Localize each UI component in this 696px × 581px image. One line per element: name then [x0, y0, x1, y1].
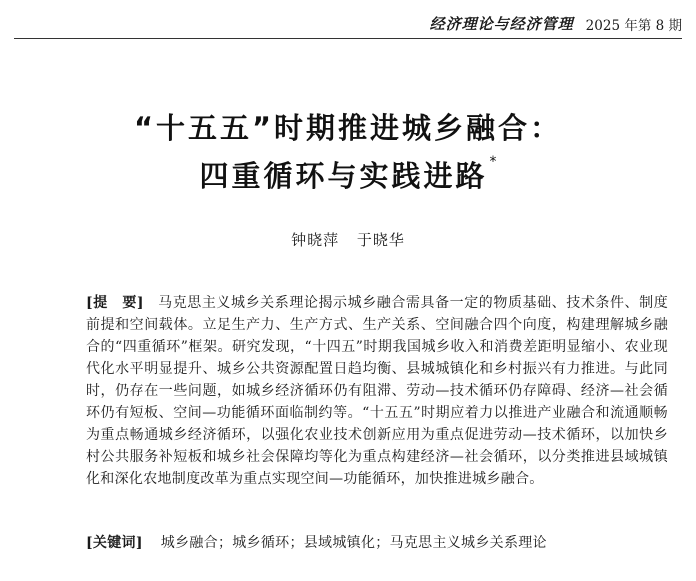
article-title-line-1: “十五五”时期推进城乡融合：: [133, 111, 563, 145]
footnote-mark: *: [489, 154, 497, 170]
article-title-text: 四重循环与实践进路: [199, 159, 488, 193]
abstract-label: [提 要]: [86, 295, 144, 311]
journal-name: 经济理论与经济管理: [429, 15, 574, 33]
running-header: [14, 10, 682, 39]
author-name: 钟晓萍: [291, 231, 340, 249]
keywords-label: [关键词]: [86, 535, 143, 551]
abstract-paragraph: [86, 292, 668, 490]
abstract: [86, 292, 668, 490]
author-name: 于晓华: [356, 231, 405, 249]
abstract-text: 马克思主义城乡关系理论揭示城乡融合需具备一定的物质基础、技术条件、制度前提和空间载体。立足生产力、生产方式、生产关系、空间融合四个向度，构建理解城乡融合的“四重循环”框架。研究发现，“十四五”时期我国城乡收入和消费差距明显缩小、农业现代化水平明显提升、城乡公共资源配置日趋均衡、县城城镇化和乡村振兴有力推进。与此同时，仍存在一些问题，如城乡经济循环仍有阻滞、劳动—技术循环仍存障碍、经济—社会循环仍有短板、空间—功能循环面临制约等。“十五五”时期应着力以推进产业融合和流通顺畅为重点畅通城乡经济循环，以强化农业技术创新应用为重点促进劳动—技术循环，以加快乡村公共服务补短板和城乡社会保障均等化为重点构建经济—社会循环，以分类推进县域城镇化和深化农地制度改革为重点实现空间—功能循环，加快推进城乡融合。: [86, 295, 669, 487]
article-title-line-2: [0, 154, 696, 195]
keywords: [86, 532, 668, 554]
author-list: [0, 229, 696, 250]
keywords-text: 城乡融合；城乡循环；县域城镇化；马克思主义城乡关系理论: [160, 535, 547, 551]
issue-number: 2025 年第 8 期: [585, 18, 682, 34]
